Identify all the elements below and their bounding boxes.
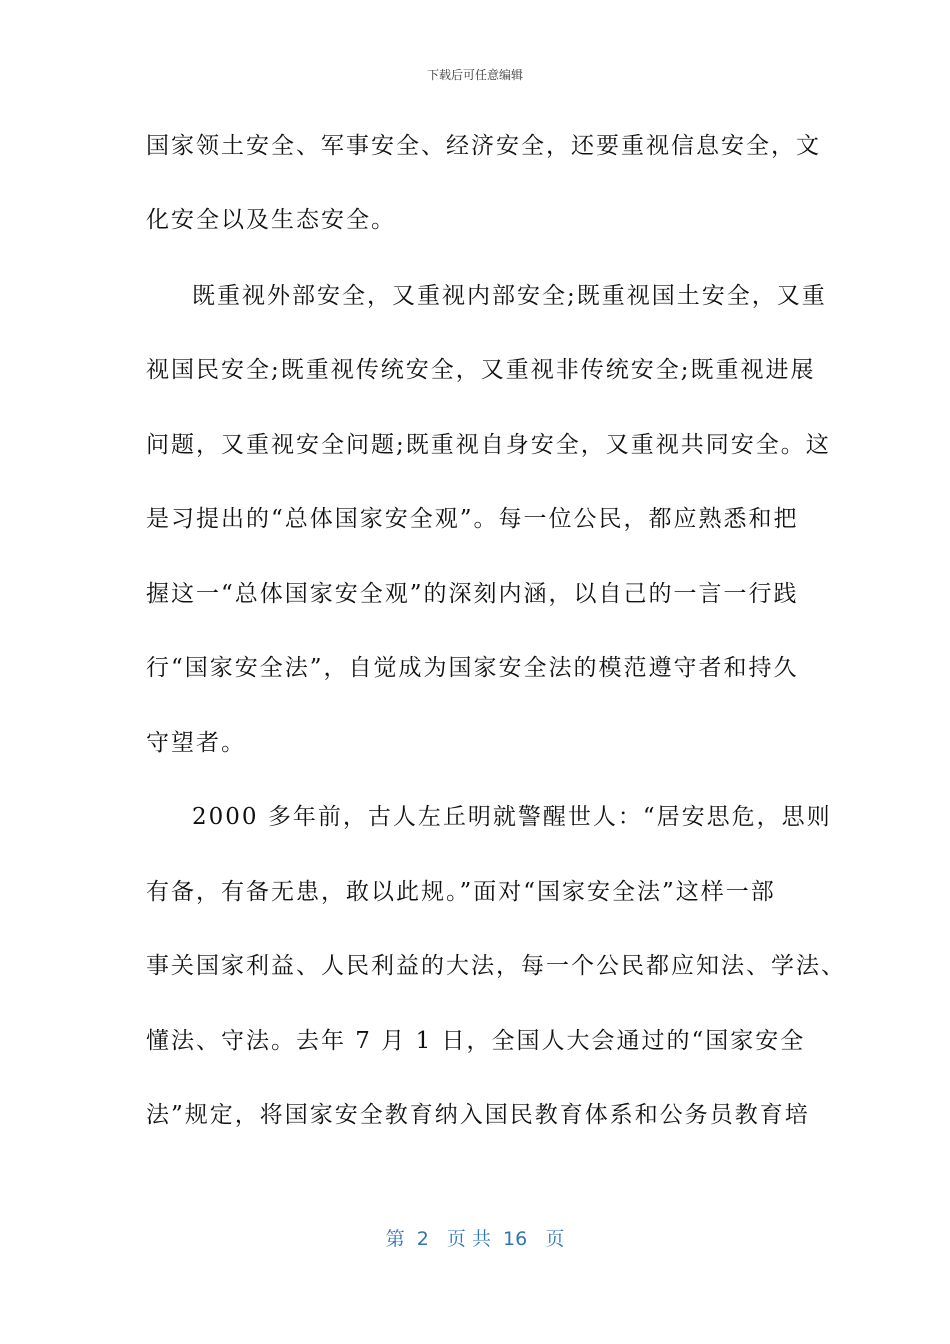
text-line: 既重视外部安全，又重视内部安全;既重视国土安全，又重: [192, 283, 827, 309]
text-line: 有备，有备无患，敢以此规。”面对“国家安全法”这样一部: [146, 879, 776, 905]
text-line: 握这一“总体国家安全观”的深刻内涵，以自己的一言一行践: [146, 581, 799, 607]
text-line: 化安全以及生态安全。: [146, 207, 396, 233]
text-line: 事关国家利益、人民利益的大法，每一个公民都应知法、学法、: [146, 953, 846, 979]
text-line: 守望者。: [146, 730, 246, 756]
text-line: 懂法、守法。去年 7 月 1 日，全国人大会通过的“国家安全: [146, 1028, 806, 1054]
text-line: 国家领土安全、军事安全、经济安全，还要重视信息安全，文: [146, 133, 821, 159]
text-line: 2000 多年前，古人左丘明就警醒世人：“居安思危，思则: [192, 804, 832, 830]
text-line: 行“国家安全法”，自觉成为国家安全法的模范遵守者和持久: [146, 655, 799, 681]
page-footer: 第 2 页 共 16 页: [385, 1228, 565, 1250]
text-line: 视国民安全;既重视传统安全，又重视非传统安全;既重视进展: [146, 357, 816, 383]
text-line: 是习提出的“总体国家安全观”。每一位公民，都应熟悉和把: [146, 506, 799, 532]
text-line: 问题，又重视安全问题;既重视自身安全，又重视共同安全。这: [146, 432, 831, 458]
text-line: 法”规定，将国家安全教育纳入国民教育体系和公务员教育培: [146, 1102, 810, 1128]
page-header: 下载后可任意编辑: [426, 68, 523, 82]
